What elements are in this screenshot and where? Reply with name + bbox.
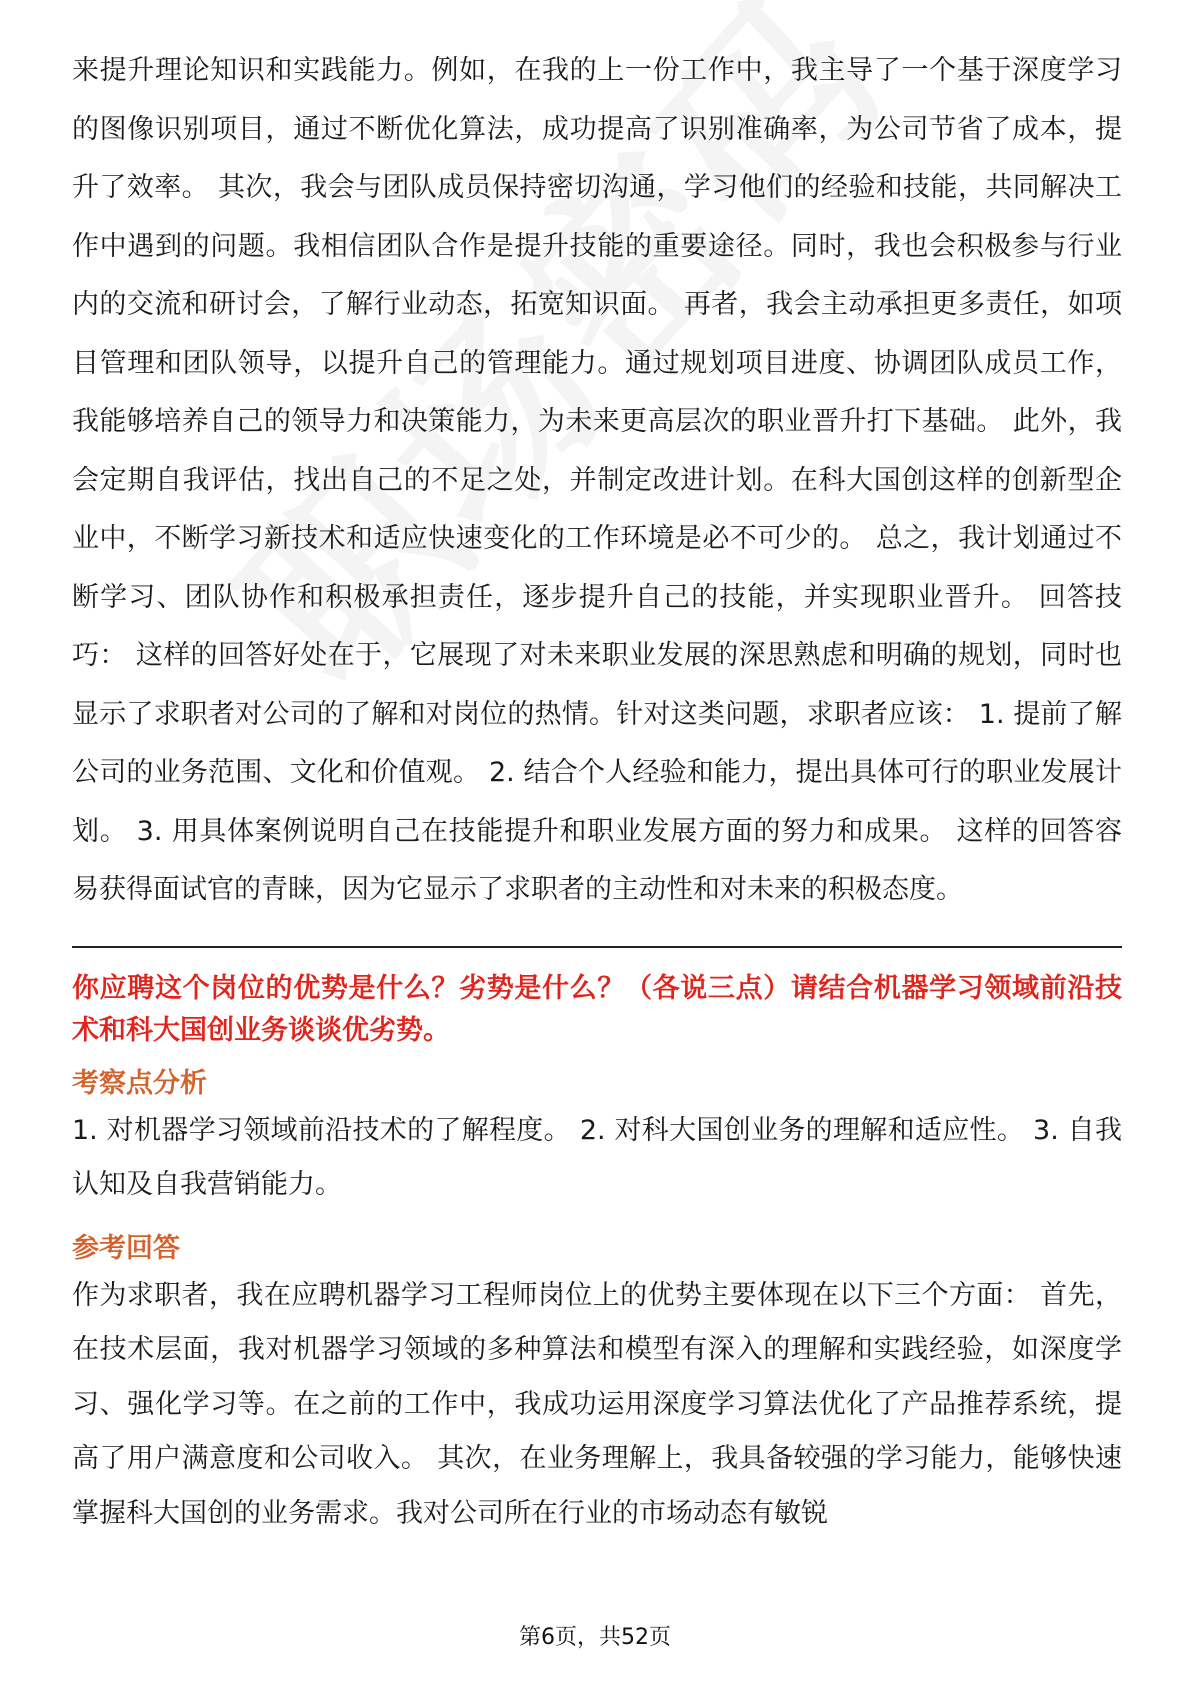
- continued-paragraph: 来提升理论知识和实践能力。例如，在我的上一份工作中，我主导了一个基于深度学习的图像识别项目，通过不断优化算法，成功提高了识别准确率，为公司节省了成本，提升了效率。 其次，我会与团队成员保持密切沟通，学习他们的经验和技能，共同解决工作中遇到的问题。我相信团队合作是提升技能的重要途径。同时，我也会积极参与行业内的交流和研讨会，了解行业动态，拓宽知识面。 再者，我会主动承担更多责任，如项目管理和团队领导，以提升自己的管理能力。通过规划项目进度、协调团队成员工作，我能够培养自己的领导力和决策能力，为未来更高层次的职业晋升打下基础。 此外，我会定期自我评估，找出自己的不足之处，并制定改进计划。在科大国创这样的创新型企业中，不断学习新技术和适应快速变化的工作环境是必不可少的。 总之，我计划通过不断学习、团队协作和积极承担责任，逐步提升自己的技能，并实现职业晋升。 回答技巧： 这样的回答好处在于，它展现了对未来职业发展的深思熟虑和明确的规划，同时也显示了求职者对公司的了解和对岗位的热情。针对这类问题，求职者应该： 1. 提前了解公司的业务范围、文化和价值观。 2. 结合个人经验和能力，提出具体可行的职业发展计划。 3. 用具体案例说明自己在技能提升和职业发展方面的努力和成果。 这样的回答容易获得面试官的青睐，因为它显示了求职者的主动性和对未来的积极态度。: [72, 55, 1122, 905]
- answer-heading: 参考回答: [72, 1232, 180, 1264]
- answer-text: 作为求职者，我在应聘机器学习工程师岗位上的优势主要体现在以下三个方面： 首先，在技术层面，我对机器学习领域的多种算法和模型有深入的理解和实践经验，如深度学习、强化学习等。在之前的工作中，我成功运用深度学习算法优化了产品推荐系统，提高了用户满意度和公司收入。 其次，在业务理解上，我具备较强的学习能力，能够快速掌握科大国创的业务需求。我对公司所在行业的市场动态有敏锐: [72, 1279, 1122, 1529]
- analysis-heading: 考察点分析: [72, 1067, 207, 1099]
- page-number: 第6页，共52页: [519, 1625, 671, 1650]
- page-content: [72, 42, 1122, 1541]
- analysis-text: 1. 对机器学习领域前沿技术的了解程度。 2. 对科大国创业务的理解和适应性。 3. 自我认知及自我营销能力。: [72, 1114, 1122, 1200]
- question-heading: 你应聘这个岗位的优势是什么？劣势是什么？（各说三点）请结合机器学习领域前沿技术和科大国创业务谈谈优劣势。: [72, 972, 1122, 1046]
- divider: [72, 946, 1122, 948]
